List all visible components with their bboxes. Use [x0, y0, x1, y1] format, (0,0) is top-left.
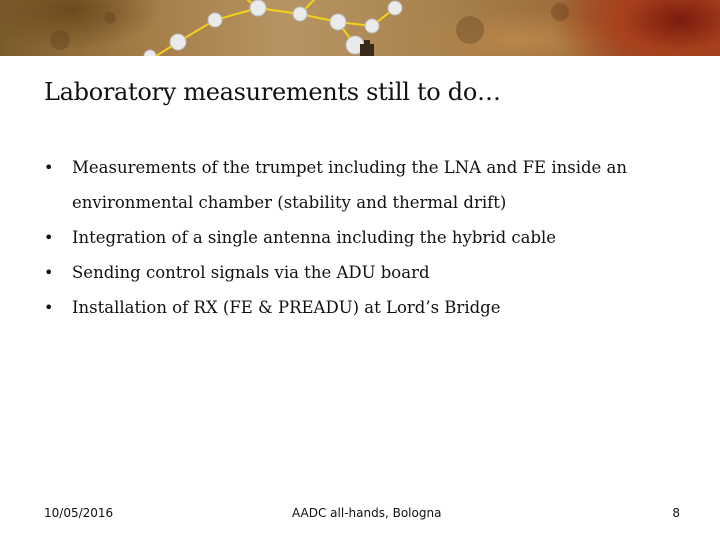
footer-event: AADC all-hands, Bologna [292, 506, 442, 520]
bullet-text: Measurements of the trumpet including the LNA and FE inside an environmental chamber (stability and thermal drift) [72, 158, 628, 212]
bullet-item [44, 150, 684, 220]
footer-date: 10/05/2016 [44, 506, 114, 520]
bullet-text: Sending control signals via the ADU board [72, 263, 430, 282]
bullet-point-icon: • [44, 298, 54, 317]
page-number: 8 [672, 506, 680, 520]
antenna-array-graphic [0, 0, 720, 56]
bullet-item [44, 255, 684, 290]
bullet-item [44, 290, 684, 325]
bullet-point-icon: • [44, 263, 54, 282]
slide-title: Laboratory measurements still to do… [44, 78, 501, 106]
bullet-point-icon: • [44, 228, 54, 247]
header-banner-image [0, 0, 720, 56]
bullet-text: Integration of a single antenna including the hybrid cable [72, 228, 557, 247]
bullet-point-icon: • [44, 158, 54, 177]
bullet-text: Installation of RX (FE & PREADU) at Lord’s Bridge [72, 298, 501, 317]
bullet-item [44, 220, 684, 255]
bullet-list [44, 150, 684, 325]
